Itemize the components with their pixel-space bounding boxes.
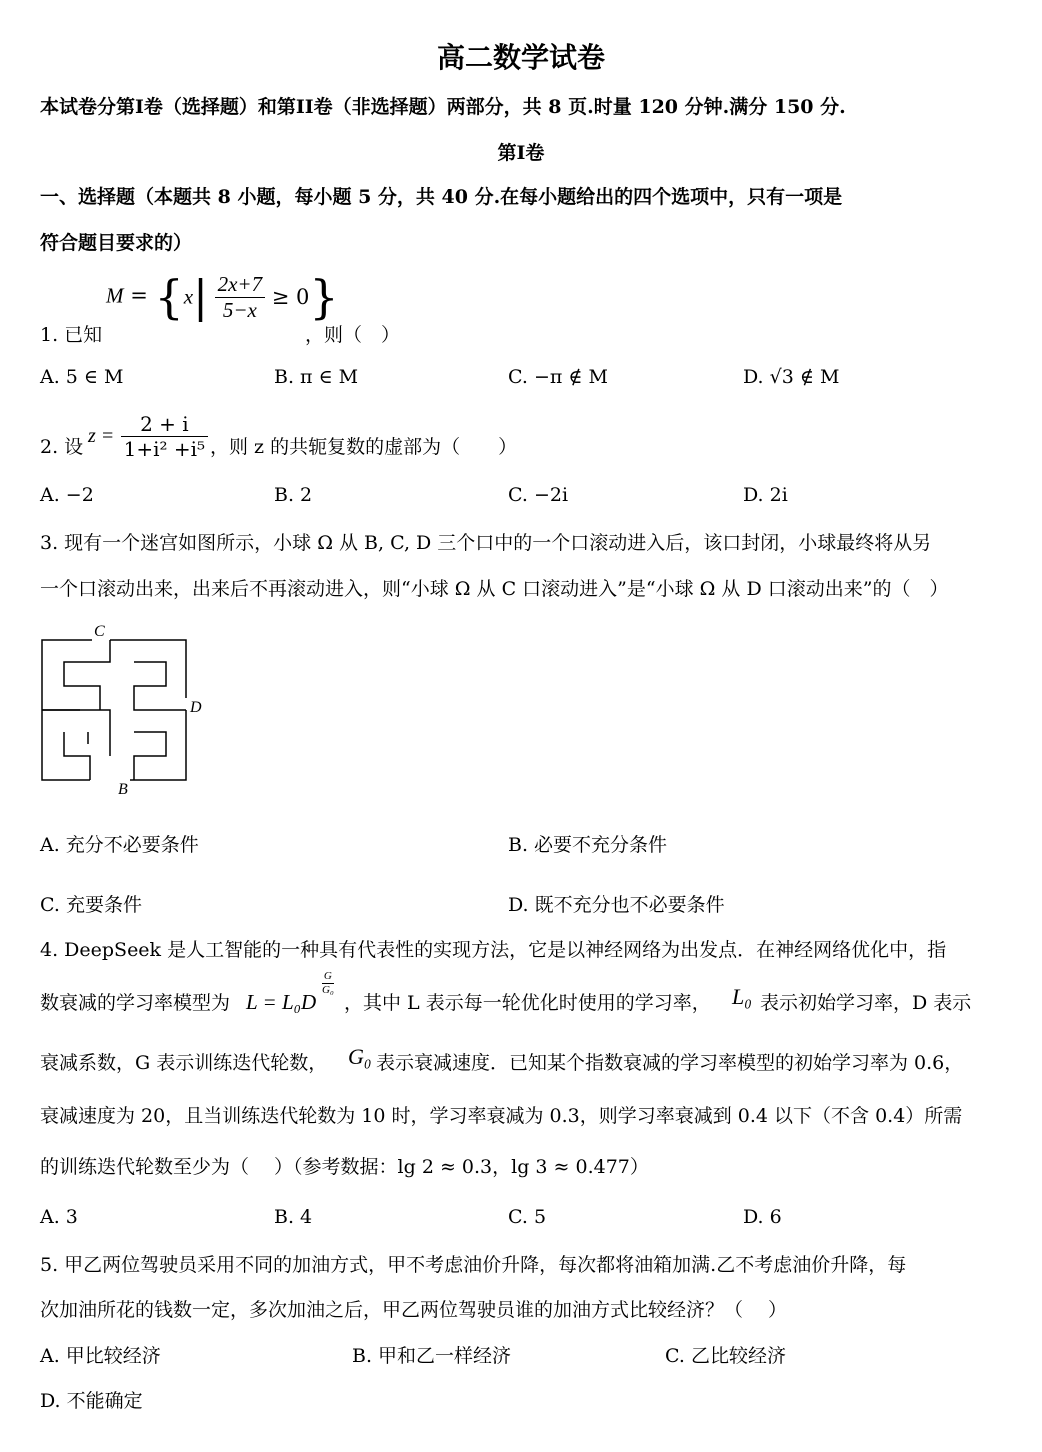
q4-line5: 的训练迭代轮数至少为（ ）（参考数据：lg 2 ≈ 0.3，lg 3 ≈ 0.477）: [40, 1156, 649, 1178]
q1-option-b: B. π ∈ M: [274, 366, 359, 388]
q1-option-a: A. 5 ∈ M: [40, 366, 124, 388]
q2-prefix: 2. 设: [40, 436, 84, 458]
q3-line2: 一个口滚动出来，出来后不再滚动进入，则“小球 Ω 从 C 口滚动进入”是“小球 Ω 从 D 口滚动出来”的（ ）: [40, 578, 949, 600]
q1-suffix: ，则（ ）: [305, 324, 401, 346]
q4-exp-num: G: [323, 970, 332, 982]
q4-line3-b: 表示衰减速度．已知某个指数衰减的学习率模型的初始学习率为 0.6，: [376, 1052, 964, 1074]
q3-line1: 3. 现有一个迷宫如图所示，小球 Ω 从 B, C, D 三个口中的一个口滚动进入后，该口封闭，小球最终将从另: [40, 532, 932, 554]
q1-frac-num: 2x+7: [215, 272, 266, 298]
q2-suffix: ，则 z 的共轭复数的虚部为（ ）: [210, 436, 518, 458]
q4-formula-base: L = L₀D: [246, 990, 317, 1014]
q5-option-a: A. 甲比较经济: [40, 1345, 161, 1367]
q4-line4: 衰减速度为 20，且当训练迭代轮数为 10 时，学习率衰减为 0.3，则学习率衰减到 0.4 以下（不含 0.4）所需: [40, 1105, 963, 1127]
q1-set-expression: M = {x| $\frac{2x+7}{5-x}$ ≥ 0}: [106, 270, 339, 324]
maze-walls: [42, 640, 186, 780]
maze-label-c: C: [94, 623, 105, 640]
q4-option-b: B. 4: [274, 1206, 313, 1228]
q3-option-c: C. 充要条件: [40, 894, 142, 916]
q1-frac-den: 5−x: [222, 297, 257, 322]
q2-fraction: [121, 412, 208, 461]
q5-option-d: D. 不能确定: [40, 1390, 143, 1412]
q4-line2-c: 表示初始学习率，D 表示: [760, 992, 972, 1014]
q2-option-d: D. 2i: [743, 484, 788, 506]
q2-option-b: B. 2: [274, 484, 313, 506]
q2-option-c: C. −2i: [508, 484, 569, 506]
q4-formula: [246, 990, 316, 1015]
q4-option-c: C. 5: [508, 1206, 547, 1228]
q1-option-c: C. −π ∉ M: [508, 366, 608, 388]
q4-option-d: D. 6: [743, 1206, 782, 1228]
q5-option-c: C. 乙比较经济: [665, 1345, 786, 1367]
q4-option-a: A. 3: [40, 1206, 78, 1228]
q2-frac-num: 2 + i: [121, 412, 208, 437]
q5-option-b: B. 甲和乙一样经济: [352, 1345, 512, 1367]
q1-fraction: [215, 272, 266, 323]
q4-line2-b: ，其中 L 表示每一轮优化时使用的学习率，: [344, 992, 711, 1014]
q2-option-a: A. −2: [40, 484, 94, 506]
q4-line2-a: 数衰减的学习率模型为: [40, 992, 231, 1014]
q4-g0: G₀: [348, 1044, 372, 1069]
q5-line1: 5. 甲乙两位驾驶员采用不同的加油方式，甲不考虑油价升降，每次都将油箱加满.乙不考虑油价升降，每: [40, 1254, 907, 1276]
maze-label-d: D: [190, 699, 202, 716]
q4-line1: 4. DeepSeek 是人工智能的一种具有代表性的实现方法，它是以神经网络为出发点．在神经网络优化中，指: [40, 939, 947, 961]
q5-line2: 次加油所花的钱数一定，多次加油之后，甲乙两位驾驶员谁的加油方式比较经济？（ ）: [40, 1299, 788, 1321]
q2-frac-den: 1+i² +i⁵: [123, 437, 206, 461]
q4-l0: L₀: [732, 984, 752, 1009]
q1-prefix: 1. 已知: [40, 324, 103, 346]
q1-set-name: M: [106, 283, 124, 308]
maze-figure: [30, 620, 220, 800]
part-label: 第I卷: [497, 142, 545, 164]
section-heading: 一、选择题（本题共 8 小题，每小题 5 分，共 40 分.在每小题给出的四个选项中，只有一项是: [40, 186, 843, 208]
q4-line3-a: 衰减系数，G 表示训练迭代轮数，: [40, 1052, 328, 1074]
exam-intro: 本试卷分第I卷（选择题）和第II卷（非选择题）两部分，共 8 页.时量 120 分钟.满分 150 分.: [40, 96, 846, 118]
q1-condition: ≥ 0: [271, 285, 310, 309]
q4-exp-den: G₀: [322, 984, 334, 996]
q4-formula-exponent: [322, 970, 334, 997]
q2-var: z =: [88, 425, 115, 447]
page-title: 高二数学试卷: [436, 41, 605, 74]
maze-label-b: B: [118, 781, 128, 798]
q3-option-b: B. 必要不充分条件: [508, 834, 668, 856]
q1-option-d: D. √3 ∉ M: [743, 366, 840, 388]
q2-expression: [88, 412, 208, 461]
section-heading-cont: 符合题目要求的）: [40, 232, 193, 254]
q3-option-a: A. 充分不必要条件: [40, 834, 199, 856]
q3-option-d: D. 既不充分也不必要条件: [508, 894, 725, 916]
